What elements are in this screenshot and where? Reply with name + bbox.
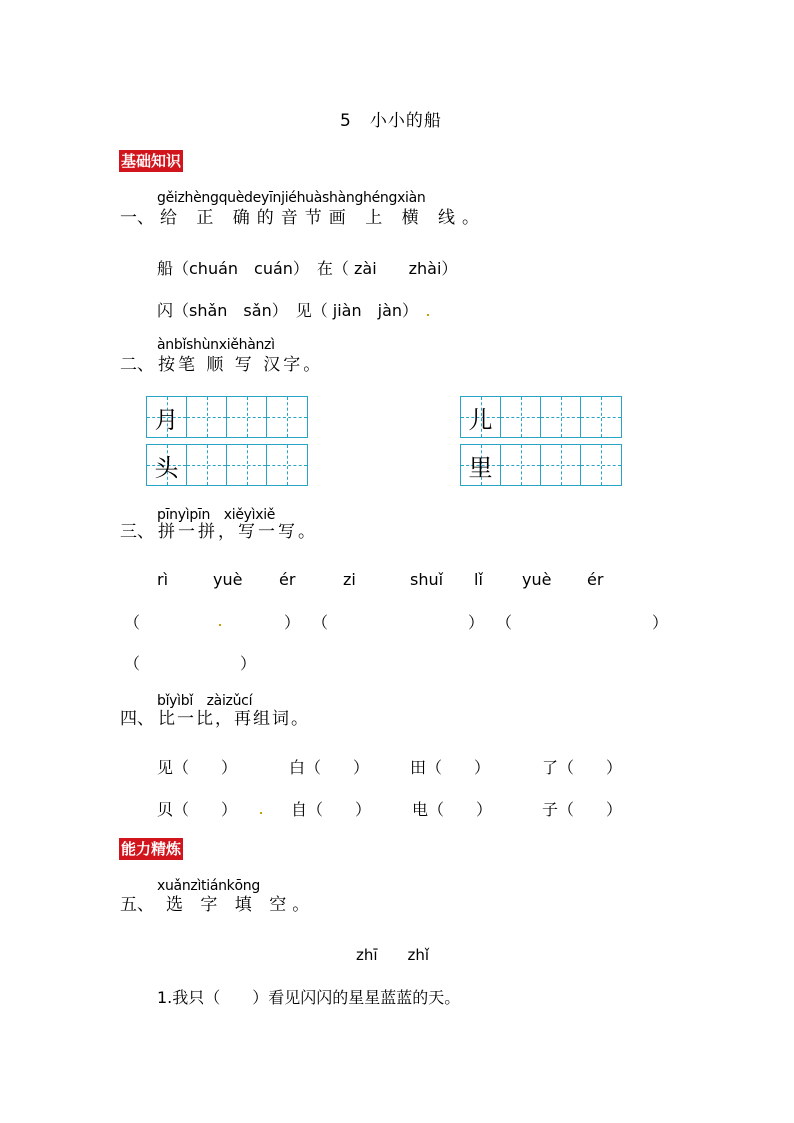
grid-cell-model: 里 — [461, 445, 501, 485]
q3-syllable: zi — [343, 570, 356, 589]
grid-cell[interactable] — [501, 397, 541, 437]
page-title: 5 小小的船 — [340, 111, 442, 131]
grid-cell[interactable] — [541, 445, 581, 485]
q5-number: 五、 — [120, 895, 154, 915]
q3-syllable: ér — [587, 570, 604, 589]
q5-pinyin: xuǎnzìtiánkōng — [157, 878, 260, 894]
q1-instruction: 给 正 确的音节画 上 横 线。 — [160, 208, 487, 228]
grid-cell[interactable] — [541, 397, 581, 437]
grid-cell-model: 头 — [147, 445, 187, 485]
q3-answer-close-paren: ） — [468, 613, 485, 632]
writing-grid-li[interactable] — [460, 444, 622, 486]
q2-number: 二、 — [120, 355, 154, 375]
q4-instruction: 比一比，再组词。 — [158, 709, 310, 729]
q3-syllable: ér — [279, 570, 296, 589]
q3-number: 三、 — [120, 522, 154, 542]
q3-syllable: rì — [157, 570, 169, 589]
grid-cell[interactable] — [267, 445, 307, 485]
grid-cell[interactable] — [267, 397, 307, 437]
decor-dot — [427, 314, 429, 316]
q2-instruction: 按笔 顺 写 汉字。 — [158, 355, 324, 375]
q1-number: 一、 — [120, 208, 154, 228]
q4-compare-item[interactable]: 田（ ） — [410, 758, 491, 777]
q4-compare-item[interactable]: 了（ ） — [542, 758, 623, 777]
decor-dot — [260, 812, 262, 814]
q3-answer-open-paren[interactable]: （ — [124, 654, 141, 673]
q3-answer-close-paren: ） — [240, 654, 257, 673]
grid-cell-model: 月 — [147, 397, 187, 437]
q4-compare-item[interactable]: 自（ ） — [291, 800, 372, 819]
q1-line-1: 船（chuán cuán） 在（ zài zhài） — [157, 259, 458, 278]
q3-syllable: yuè — [522, 570, 552, 589]
q4-compare-item[interactable]: 子（ ） — [542, 800, 623, 819]
q3-syllable: lǐ — [474, 570, 483, 589]
q3-answer-open-paren[interactable]: （ — [124, 613, 141, 632]
q4-pinyin: bǐyìbǐ zàizǔcí — [157, 693, 253, 709]
grid-cell-model: 儿 — [461, 397, 501, 437]
q4-compare-item[interactable]: 见（ ） — [157, 758, 238, 777]
q2-pinyin: ànbǐshùnxiěhànzì — [157, 337, 275, 353]
writing-grid-yue[interactable] — [146, 396, 308, 438]
grid-cell[interactable] — [187, 445, 227, 485]
q4-compare-item[interactable]: 白（ ） — [289, 758, 370, 777]
q5-instruction: 选 字 填 空。 — [166, 895, 316, 915]
decor-dot — [219, 624, 221, 626]
q4-compare-item[interactable]: 贝（ ） — [157, 800, 238, 819]
q5-item-1[interactable]: 1.我只（ ）看见闪闪的星星蓝蓝的天。 — [157, 988, 461, 1007]
q1-line-2: 闪（shǎn sǎn） 见（ jiàn jàn） — [157, 301, 419, 320]
q3-instruction: 拼一拼，写一写。 — [158, 522, 318, 542]
grid-cell[interactable] — [227, 397, 267, 437]
grid-cell[interactable] — [581, 397, 621, 437]
q4-compare-item[interactable]: 电（ ） — [412, 800, 493, 819]
writing-grid-er[interactable] — [460, 396, 622, 438]
q1-pinyin: gěizhèngquèdeyīnjiéhuàshànghéngxiàn — [157, 190, 426, 206]
q3-answer-open-paren[interactable]: （ — [496, 613, 513, 632]
q3-answer-close-paren: ） — [652, 613, 669, 632]
grid-cell[interactable] — [581, 445, 621, 485]
q3-syllable: shuǐ — [410, 570, 444, 589]
q3-answer-open-paren[interactable]: （ — [312, 613, 329, 632]
q4-number: 四、 — [120, 709, 154, 729]
writing-grid-tou[interactable] — [146, 444, 308, 486]
grid-cell[interactable] — [187, 397, 227, 437]
q5-choices: zhī zhǐ — [356, 946, 430, 964]
section-tag-ability: 能力精炼 — [121, 840, 182, 858]
q3-syllable: yuè — [213, 570, 243, 589]
q3-answer-close-paren: ） — [284, 613, 301, 632]
section-tag-basic: 基础知识 — [121, 152, 182, 170]
grid-cell[interactable] — [501, 445, 541, 485]
grid-cell[interactable] — [227, 445, 267, 485]
q3-pinyin: pīnyìpīn xiěyìxiě — [157, 507, 276, 523]
